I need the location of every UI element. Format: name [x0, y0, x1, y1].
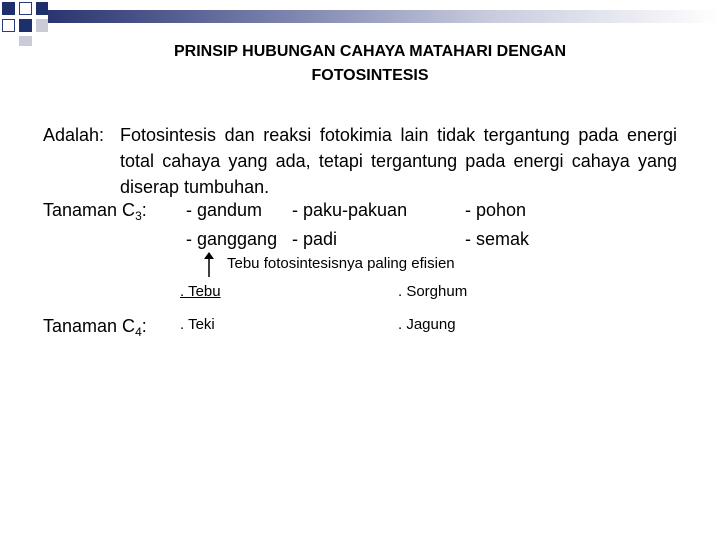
- c3-item: - ganggang: [186, 229, 278, 249]
- c3-item: - semak: [465, 229, 530, 249]
- c4-label-suffix: :: [141, 316, 147, 336]
- title-line-1: PRINSIP HUBUNGAN CAHAYA MATAHARI DENGAN: [173, 43, 567, 60]
- c4-label-subscript: 4: [135, 325, 142, 339]
- decor-square: [19, 19, 32, 32]
- annotation-text: Tebu fotosintesisnya paling efisien: [227, 255, 455, 272]
- up-arrow-icon: [202, 252, 216, 278]
- c3-label-suffix: :: [141, 200, 147, 220]
- c4-item: . Sorghum: [398, 283, 468, 300]
- c4-label: [43, 316, 147, 337]
- c4-item: . Jagung: [398, 316, 456, 333]
- c3-label-prefix: Tanaman C: [43, 200, 136, 220]
- definition-text: Fotosintesis dan reaksi fotokimia lain tidak tergantung pada energi total cahaya yang ada, tetapi tergantung pada energi cahaya yang diserap tumbuhan.: [120, 125, 677, 197]
- c4-item: . Tebu: [180, 283, 221, 300]
- title-line-2: FOTOSINTESIS: [311, 67, 429, 84]
- definition-paragraph: [43, 122, 677, 200]
- c3-label-subscript: 3: [135, 209, 142, 223]
- page-title: [60, 40, 680, 88]
- c3-item: - pohon: [465, 200, 527, 220]
- decor-square: [19, 2, 32, 15]
- decor-square: [36, 19, 48, 32]
- decor-square: [36, 2, 48, 15]
- c3-label: [43, 200, 147, 221]
- definition-label: Adalah:: [43, 125, 105, 145]
- c4-label-prefix: Tanaman C: [43, 316, 136, 336]
- c4-item: . Teki: [180, 316, 215, 333]
- c3-item: - padi: [292, 229, 338, 249]
- decor-square: [2, 2, 15, 15]
- decor-square: [19, 36, 32, 46]
- c3-item: - gandum: [186, 200, 263, 220]
- decor-square: [2, 19, 15, 32]
- c3-item: - paku-pakuan: [292, 200, 408, 220]
- header-gradient-bar: [48, 10, 720, 23]
